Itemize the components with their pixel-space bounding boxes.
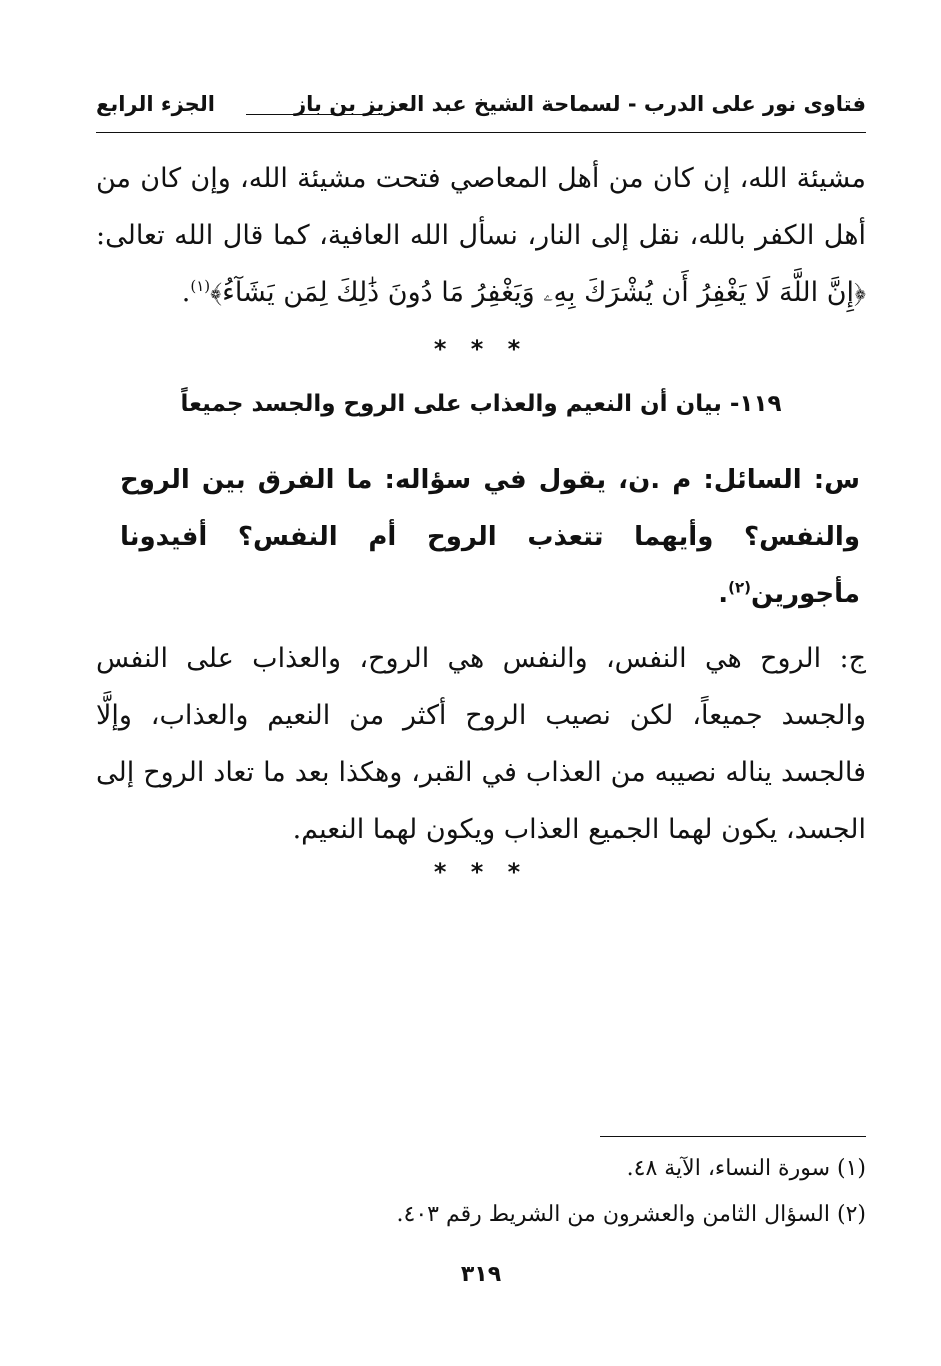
page-number: ٣١٩	[460, 1262, 502, 1287]
end-separator: * * *	[433, 858, 529, 886]
footnote-1: (١) سورة النساء، الآية ٤٨.	[626, 1156, 866, 1181]
volume-part: الجزء الرابع	[96, 92, 215, 116]
section-title: ١١٩- بيان أن النعيم والعذاب على الروح والجسد جميعاً	[180, 391, 782, 417]
question-text: س: السائل: م .ن، يقول في سؤاله: ما الفرق بين الروح والنفس؟ وأيهما تتعذب الروح أم النفس؟ أفيدونا مأجورين	[120, 465, 860, 609]
paragraph-intro-end: .	[181, 277, 191, 308]
paragraph-intro	[96, 150, 866, 321]
header-dash-rule	[246, 114, 386, 115]
book-title: فتاوى نور على الدرب - لسماحة الشيخ عبد العزيز بن باز	[294, 92, 866, 116]
footnote-ref-1[interactable]: (١)	[190, 277, 211, 295]
answer-paragraph: ج: الروح هي النفس، والنفس هي الروح، والعذاب على النفس والجسد جميعاً، لكن نصيب الروح أكثر من النعيم والعذاب، وإلَّا فالجسد يناله نصيبه من العذاب في القبر، وهكذا بعد ما تعاد الروح إلى الجسد، يكون لهما الجميع العذاب ويكون لهما النعيم.	[96, 643, 866, 845]
footnote-ref-2[interactable]: (٢)	[728, 578, 751, 597]
question-paragraph	[120, 452, 860, 623]
question-end: .	[718, 579, 729, 609]
paragraph-intro-text: مشيئة الله، إن كان من أهل المعاصي فتحت مشيئة الله، وإن كان من أهل الكفر بالله، نقل إلى النار، نسأل الله العافية، كما قال الله تعالى: ﴿إِنَّ اللَّهَ لَا يَغْفِرُ أَن يُشْرَكَ بِهِۦ وَيَغْفِرُ مَا دُونَ ذَٰلِكَ لِمَن يَشَآءُ﴾	[96, 163, 866, 308]
footnotes	[96, 1146, 866, 1238]
section-separator: * * *	[433, 335, 529, 363]
running-header	[96, 92, 866, 128]
footnote-rule	[600, 1136, 866, 1137]
header-rule	[96, 132, 866, 133]
footnote-2: (٢) السؤال الثامن والعشرون من الشريط رقم ٤٠٣.	[396, 1202, 866, 1227]
